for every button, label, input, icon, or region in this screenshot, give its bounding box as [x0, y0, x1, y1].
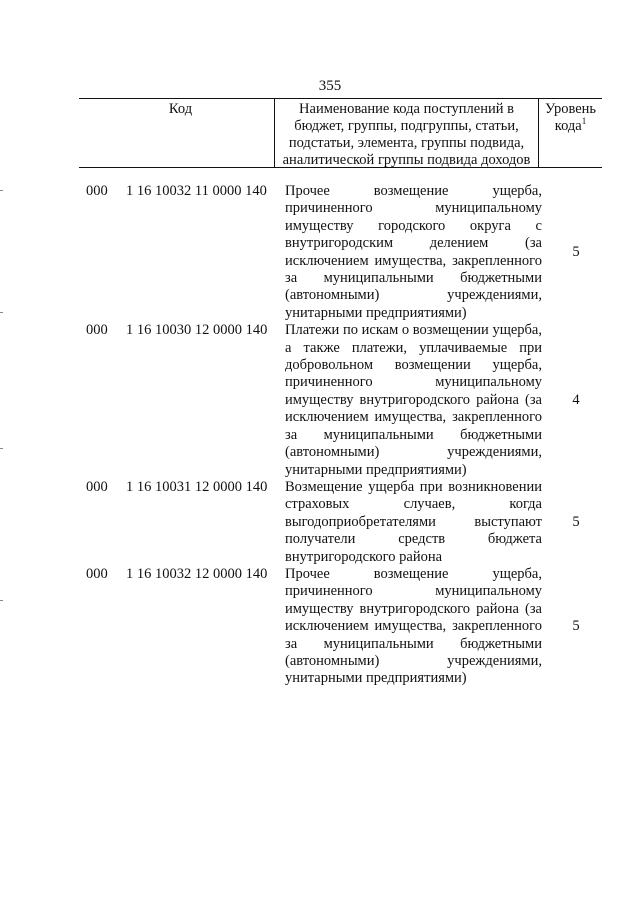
page-number: 355 — [318, 78, 342, 94]
header-level-word: код — [554, 118, 576, 134]
header-level-suffix: а — [575, 118, 582, 134]
scan-edge-marks — [0, 0, 6, 907]
row-name: Платежи по искам о возмещении ущерба, а также платежи, уплачиваемые при добровольном возмещении ущерба, причиненного муниципальному имуществу внутригородского района (за исключением имущества, закрепленного за муниципальными бюджетными (автономными) учреждениями, унитарными предприятиями) — [285, 322, 542, 478]
header-footnote-mark: 1 — [581, 116, 587, 127]
row-level: 4 — [572, 391, 580, 408]
table-row — [86, 566, 606, 688]
row-name: Прочее возмещение ущерба, причиненного муниципальному имуществу внутригородского района (за исключением имущества, закрепленного за муниципальными бюджетными (автономными) учреждениями, унитарными предприятиями) — [285, 565, 542, 687]
row-name: Прочее возмещение ущерба, причиненного муниципальному имуществу городского округа с внутригородским делением (за исключением имущества, закрепленного за муниципальными бюджетными (автономными) учреждениями, унитарными предприятиями) — [285, 183, 542, 321]
row-admin-code: 000 — [86, 322, 108, 339]
row-level: 5 — [572, 513, 580, 530]
row-level: 5 — [572, 618, 580, 635]
header-code: Код — [79, 99, 275, 167]
row-revenue-code: 1 16 10032 12 0000 140 — [126, 565, 268, 582]
table-body — [86, 183, 606, 688]
row-revenue-code: 1 16 10030 12 0000 140 — [126, 322, 268, 339]
table-header — [79, 98, 602, 168]
row-name: Возмещение ущерба при возникновении страховых случаев, когда выгодоприобретателями выступают получатели средств бюджета внутригородского района — [285, 478, 542, 565]
row-level: 5 — [572, 243, 580, 260]
table-row — [86, 183, 606, 322]
table-row — [86, 322, 606, 479]
header-level-tail — [555, 118, 586, 134]
row-revenue-code: 1 16 10031 12 0000 140 — [126, 478, 268, 495]
header-name: Наименование кода поступлений в бюджет, группы, подгруппы, статьи, подстатьи, элемента, группы подвида, аналитической группы подвида доходов — [275, 99, 539, 167]
row-admin-code: 000 — [86, 478, 108, 495]
table-row — [86, 479, 606, 566]
header-level — [539, 99, 602, 167]
row-revenue-code: 1 16 10032 11 0000 140 — [126, 183, 267, 199]
row-admin-code: 000 — [86, 183, 108, 199]
header-level-label: Уровень — [544, 101, 597, 117]
row-admin-code: 000 — [86, 565, 108, 582]
